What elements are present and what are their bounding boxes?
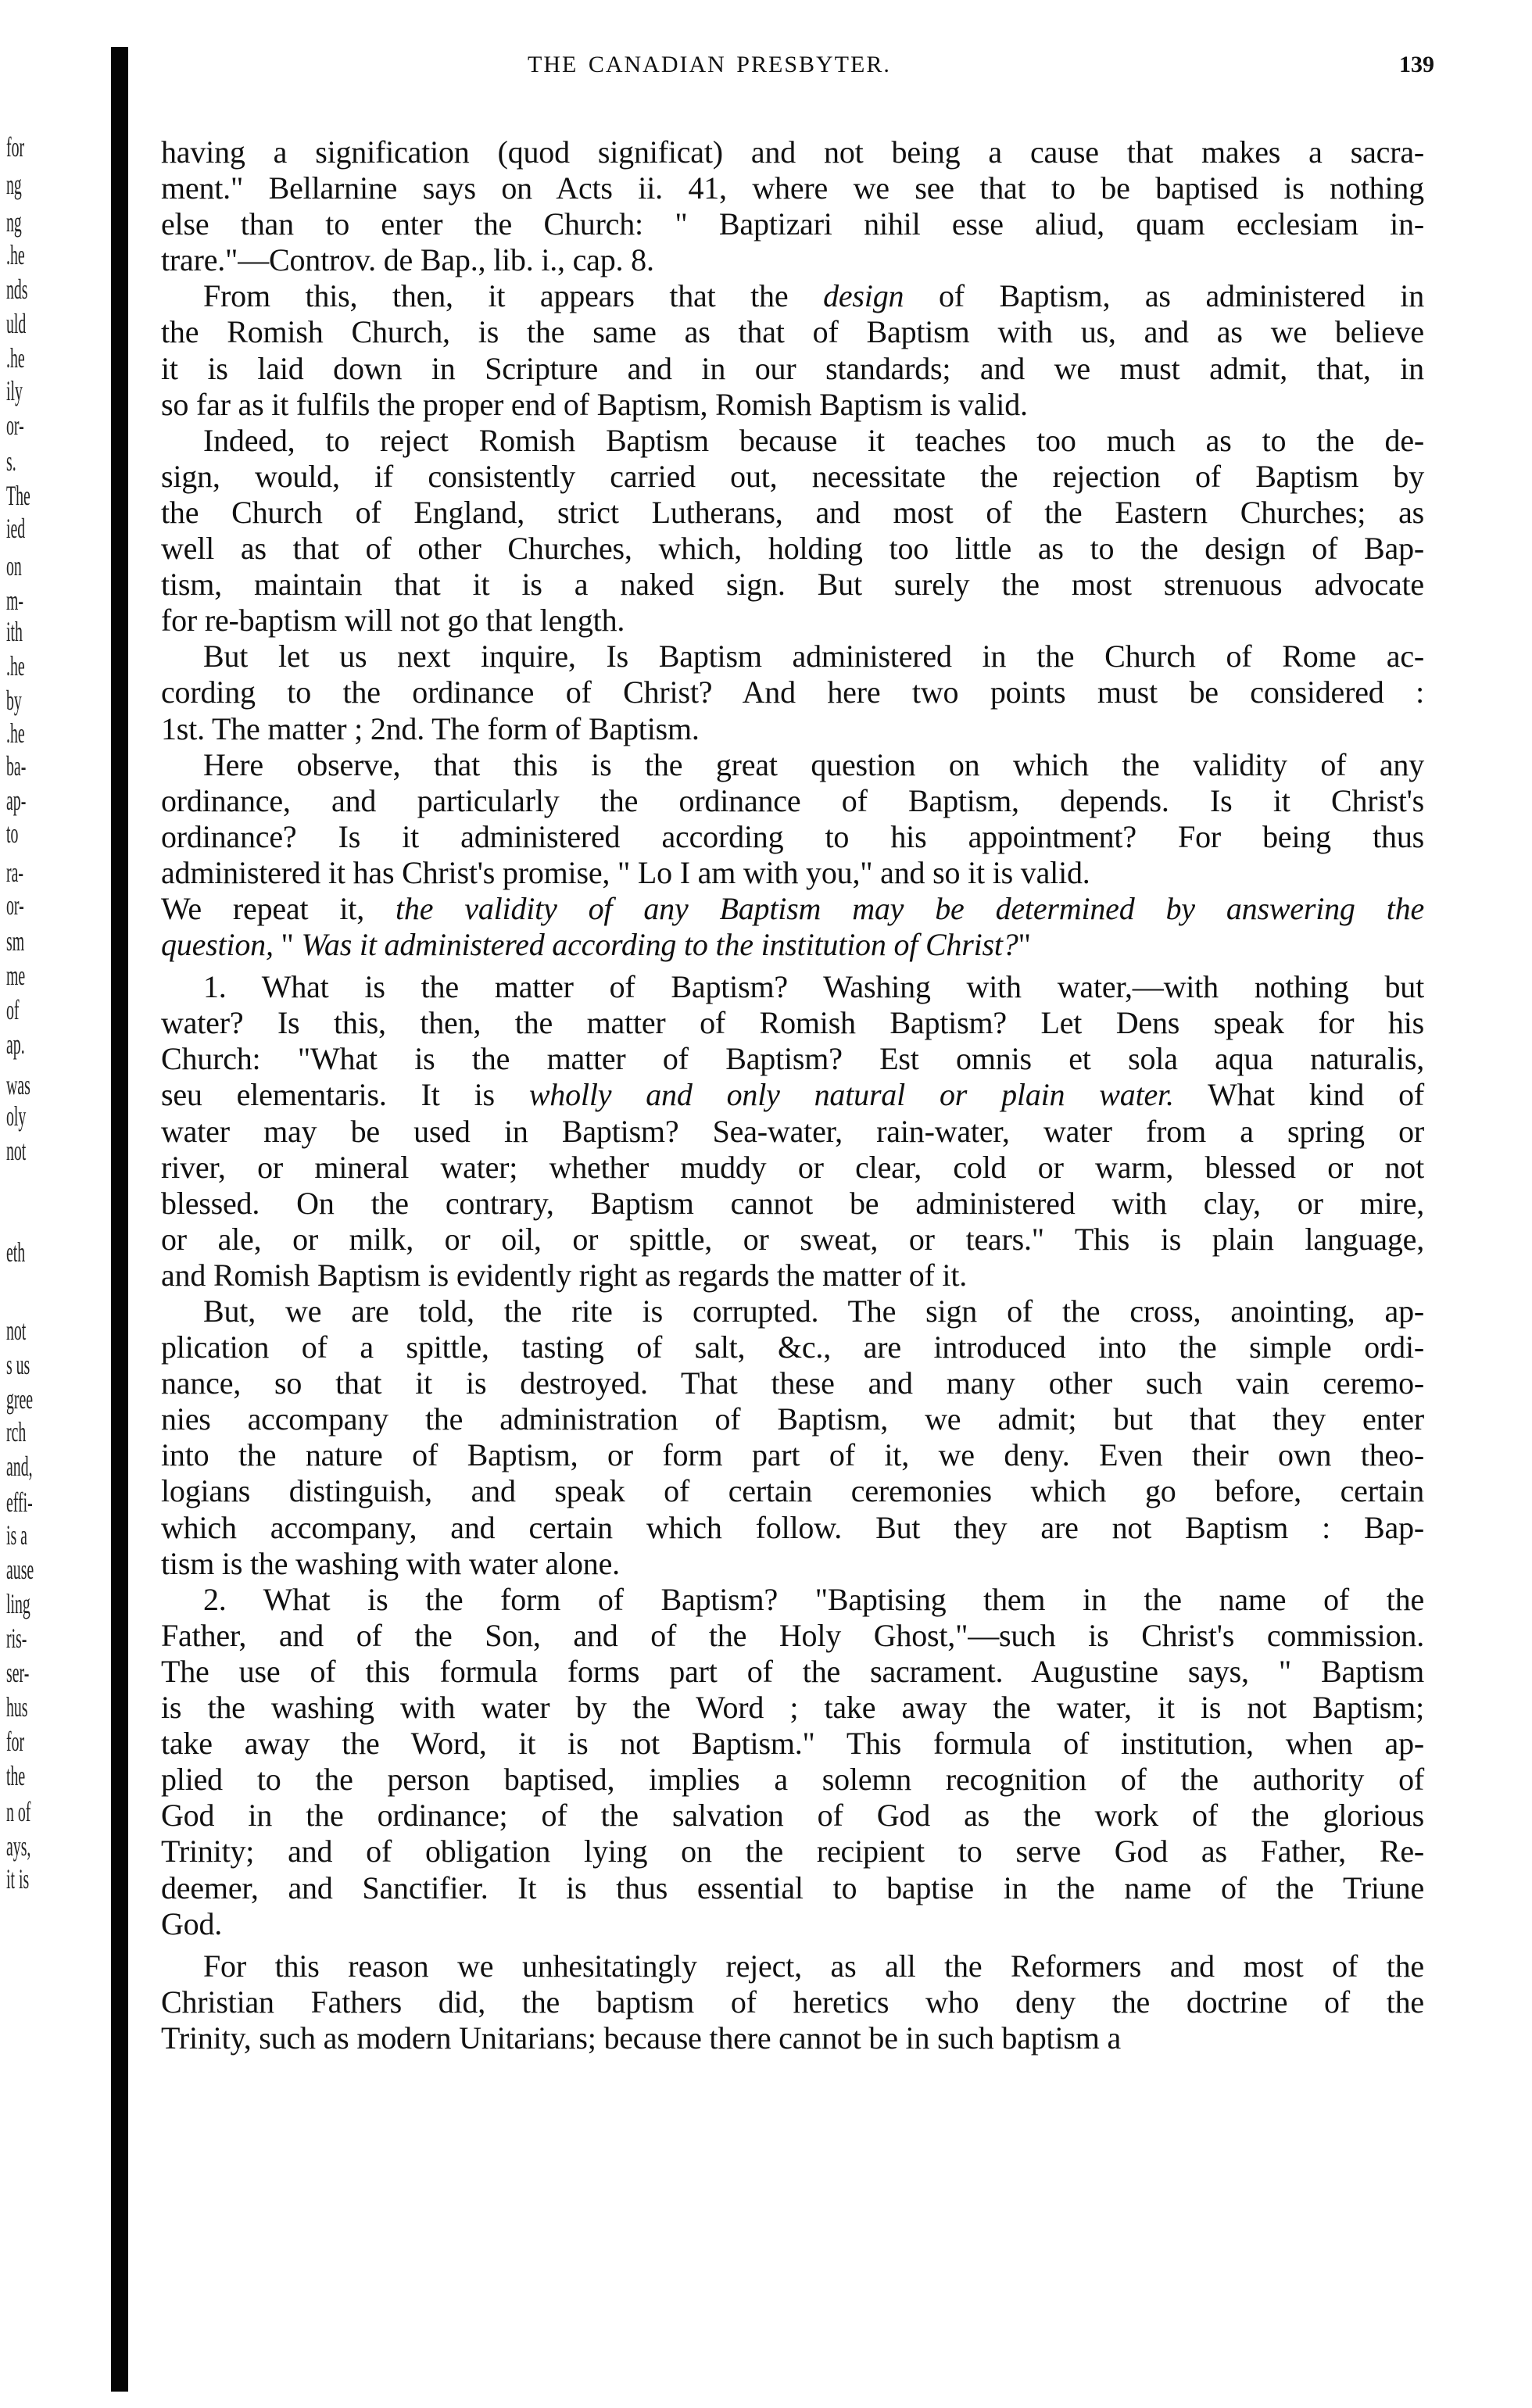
text-line [161, 603, 1424, 639]
margin-fragment: of [6, 994, 20, 1025]
text-span: take away the Word, it is not Baptism." This formula of institution, when ap- [161, 1726, 1424, 1762]
margin-fragment: ng [6, 206, 22, 238]
margin-fragment: m- [6, 585, 23, 616]
text-line [161, 1618, 1424, 1654]
text-span: so far as it fulfils the proper end of Baptism, Romish Baptism is valid. [161, 386, 1028, 422]
text-line [161, 351, 1424, 387]
margin-fragment: .he [6, 717, 25, 749]
margin-fragment: ap. [6, 1029, 25, 1060]
text-line [161, 1834, 1424, 1870]
margin-fragment: oly [6, 1100, 27, 1132]
italic-span: design [823, 278, 904, 314]
text-span: tism is the washing with water alone. [161, 1545, 620, 1581]
text-span: trare."—Controv. de Bap., lib. i., cap. 8. [161, 242, 654, 278]
text-line [161, 423, 1424, 459]
text-span: Trinity; and of obligation lying on the recipient to serve God as Father, Re- [161, 1834, 1424, 1870]
text-span: the Romish Church, is the same as that of Baptism with us, and as we believe [161, 314, 1424, 350]
text-span: deemer, and Sanctifier. It is thus essential to baptise in the name of the Triune [161, 1870, 1424, 1905]
text-span: plication of a spittle, tasting of salt, &c., are introduced into the simple ordi- [161, 1329, 1424, 1365]
margin-fragment: ba- [6, 750, 27, 782]
margin-fragment: was [6, 1069, 30, 1100]
margin-fragment: .he [6, 342, 25, 374]
text-line [161, 1401, 1424, 1437]
text-line [161, 1510, 1424, 1546]
text-span: ordinance, and particularly the ordinance of Baptism, depends. Is it Christ's [161, 782, 1424, 818]
margin-fragment: not [6, 1135, 27, 1166]
text-line [161, 639, 1424, 674]
margin-fragment: is a [6, 1519, 27, 1551]
text-span: 2. What is the form of Baptism? "Baptising them in the name of the [203, 1581, 1424, 1617]
text-line [161, 891, 1424, 927]
text-line [161, 1150, 1424, 1186]
margin-fragment: and, [6, 1451, 33, 1482]
text-line [161, 1329, 1424, 1365]
margin-fragment: rch [6, 1416, 27, 1447]
margin-fragment: not [6, 1315, 27, 1346]
margin-fragment: eth [6, 1236, 26, 1268]
text-span: nies accompany the administration of Baptism, we admit; but that they enter [161, 1401, 1424, 1437]
text-line [161, 747, 1424, 783]
margin-fragment: .he [6, 650, 25, 682]
text-span: Trinity, such as modern Unitarians; because there cannot be in such baptism a [161, 2020, 1121, 2056]
text-line [161, 711, 1424, 747]
margin-fragment: ra- [6, 857, 23, 888]
text-span: water? Is this, then, the matter of Romish Baptism? Let Dens speak for his [161, 1005, 1424, 1041]
text-span: We repeat it, [161, 890, 396, 926]
text-span: the Church of England, strict Lutherans, and most of the Eastern Churches; as [161, 494, 1424, 530]
text-line [161, 1186, 1424, 1222]
italic-span: wholly and only natural or plain water. [528, 1077, 1174, 1113]
text-line [161, 1546, 1424, 1582]
margin-fragment: effi- [6, 1487, 33, 1518]
text-span: Father, and of the Son, and of the Holy Ghost,"—such is Christ's commission. [161, 1617, 1424, 1653]
text-span: is the washing with water by the Word ; take away the water, it is not Baptism; [161, 1690, 1424, 1726]
text-line [161, 387, 1424, 423]
text-span: God in the ordinance; of the salvation of God as the work of the glorious [161, 1798, 1424, 1834]
facing-page-margin [0, 131, 109, 1895]
text-line [161, 1473, 1424, 1509]
text-span: river, or mineral water; whether muddy or clear, cold or warm, blessed or not [161, 1149, 1424, 1185]
margin-fragment: ris- [6, 1623, 27, 1654]
text-span: well as that of other Churches, which, holding too little as to the design of Bap- [161, 531, 1424, 567]
text-span: Indeed, to reject Romish Baptism because it teaches too much as to the de- [203, 422, 1424, 458]
margin-fragment: gree [6, 1383, 34, 1415]
text-span: God. [161, 1905, 223, 1941]
margin-fragment: for [6, 1726, 25, 1757]
text-span: it is laid down in Scripture and in our standards; and we must admit, that, in [161, 350, 1424, 386]
text-span: From this, then, it appears that the [203, 278, 824, 314]
body-text [161, 134, 1424, 2056]
text-line [161, 531, 1424, 567]
margin-fragment: ays, [6, 1830, 31, 1862]
margin-fragment: for [6, 131, 25, 163]
text-span: tism, maintain that it is a naked sign. But surely the most strenuous advocate [161, 567, 1424, 603]
italic-span: the validity of any Baptism may be determined by answering the [396, 890, 1424, 926]
text-line [161, 1984, 1424, 2020]
text-line [161, 1690, 1424, 1726]
margin-fragment: ith [6, 616, 23, 647]
text-span: and Romish Baptism is evidently right as regards the matter of it. [161, 1257, 968, 1293]
text-span: water may be used in Baptism? Sea-water, rain-water, water from a spring or [161, 1113, 1424, 1149]
text-span: blessed. On the contrary, Baptism cannot be administered with clay, or mire, [161, 1185, 1424, 1221]
text-span: of Baptism, as administered in [904, 278, 1424, 314]
margin-fragment: the [6, 1760, 26, 1791]
margin-fragment: ap- [6, 785, 27, 816]
margin-fragment: or- [6, 410, 24, 441]
margin-fragment: sm [6, 925, 25, 957]
text-span: or ale, or milk, or oil, or spittle, or sweat, or tears." This is plain language, [161, 1221, 1424, 1257]
margin-fragment: uld [6, 308, 27, 339]
text-line [161, 1437, 1424, 1473]
text-line [161, 819, 1424, 855]
text-line [161, 314, 1424, 350]
text-line [161, 1114, 1424, 1150]
text-span: which accompany, and certain which follow. But they are not Baptism : Bap- [161, 1509, 1424, 1545]
text-span: Here observe, that this is the great question on which the validity of any [203, 746, 1424, 782]
margin-fragment: nds [6, 274, 28, 305]
text-span: cording to the ordinance of Christ? And here two points must be considered : [161, 674, 1424, 710]
text-span: 1. What is the matter of Baptism? Washing with water,—with nothing but [203, 969, 1424, 1005]
text-line [161, 783, 1424, 819]
text-line [161, 495, 1424, 531]
margin-fragment: ause [6, 1554, 34, 1585]
text-line [161, 1005, 1424, 1041]
text-line [161, 1365, 1424, 1401]
text-span: 1st. The matter ; 2nd. The form of Baptism. [161, 710, 700, 746]
text-line [161, 1948, 1424, 1984]
text-line [161, 1077, 1424, 1113]
text-line [161, 855, 1424, 891]
text-span: What kind of [1173, 1077, 1424, 1113]
page-number: 139 [1399, 52, 1434, 77]
margin-fragment: The [6, 480, 30, 511]
text-line [161, 134, 1424, 170]
text-line [161, 242, 1424, 278]
text-line [161, 927, 1424, 963]
text-span: for re-baptism will not go that length. [161, 603, 625, 639]
margin-fragment: to [6, 818, 19, 849]
text-span: For this reason we unhesitatingly reject, as all the Reformers and most of the [203, 1948, 1424, 1984]
text-span: Church: "What is the matter of Baptism? Est omnis et sola aqua naturalis, [161, 1041, 1424, 1077]
text-line [161, 567, 1424, 603]
italic-span: Was it administered according to the institution of Christ? [301, 927, 1018, 963]
text-span: having a signification (quod significat) and not being a cause that makes a sacra- [161, 134, 1424, 170]
text-line [161, 1870, 1424, 1906]
text-line [161, 459, 1424, 495]
text-line [161, 1762, 1424, 1798]
text-line [161, 969, 1424, 1005]
margin-fragment: ser- [6, 1657, 30, 1688]
text-line [161, 1582, 1424, 1618]
margin-fragment: n of [6, 1796, 31, 1827]
margin-fragment: or- [6, 889, 24, 921]
text-span: " [1018, 927, 1031, 963]
text-span: " [273, 927, 302, 963]
text-line [161, 1293, 1424, 1329]
text-span: seu elementaris. It is [161, 1077, 529, 1113]
margin-fragment: .he [6, 239, 25, 270]
text-line [161, 1041, 1424, 1077]
text-span: ment." Bellarnine says on Acts ii. 41, where we see that to be baptised is nothing [161, 170, 1424, 206]
margin-fragment: hus [6, 1691, 28, 1723]
margin-fragment: on [6, 550, 22, 581]
text-span: plied to the person baptised, implies a solemn recognition of the authority of [161, 1762, 1424, 1798]
text-line [161, 1654, 1424, 1690]
margin-fragment: by [6, 685, 22, 716]
margin-fragment: ng [6, 169, 22, 200]
text-line [161, 206, 1424, 242]
text-span: else than to enter the Church: " Baptizari nihil esse aliud, quam ecclesiam in- [161, 206, 1424, 242]
margin-fragment: ily [6, 375, 23, 406]
text-line [161, 1906, 1424, 1942]
running-head: THE CANADIAN PRESBYTER. [528, 52, 891, 77]
text-span: sign, would, if consistently carried out, necessitate the rejection of Baptism by [161, 458, 1424, 494]
italic-span: question, [161, 927, 274, 963]
text-span: nance, so that it is destroyed. That these and many other such vain ceremo- [161, 1365, 1424, 1401]
margin-fragment: me [6, 960, 26, 991]
text-line [161, 674, 1424, 710]
text-span: administered it has Christ's promise, " Lo I am with you," and so it is valid. [161, 854, 1090, 890]
text-span: But let us next inquire, Is Baptism administered in the Church of Rome ac- [203, 639, 1424, 674]
text-line [161, 1726, 1424, 1762]
text-span: The use of this formula forms part of the sacrament. Augustine says, " Baptism [161, 1653, 1424, 1689]
text-line [161, 2020, 1424, 2056]
text-line [161, 1258, 1424, 1293]
text-line [161, 278, 1424, 314]
binding-shadow [111, 47, 128, 2392]
margin-fragment: s us [6, 1349, 30, 1380]
text-span: Christian Fathers did, the baptism of heretics who deny the doctrine of the [161, 1984, 1424, 2020]
margin-fragment: it is [6, 1863, 30, 1895]
text-line [161, 170, 1424, 206]
text-span: into the nature of Baptism, or form part of it, we deny. Even their own theo- [161, 1437, 1424, 1473]
margin-fragment: ling [6, 1588, 30, 1619]
margin-fragment: ied [6, 513, 26, 544]
margin-fragment: s. [6, 445, 16, 477]
text-line [161, 1222, 1424, 1258]
text-span: But, we are told, the rite is corrupted. The sign of the cross, anointing, ap- [203, 1293, 1424, 1329]
text-span: ordinance? Is it administered according to his appointment? For being thus [161, 818, 1424, 854]
text-span: logians distinguish, and speak of certain ceremonies which go before, certain [161, 1473, 1424, 1509]
text-line [161, 1798, 1424, 1834]
